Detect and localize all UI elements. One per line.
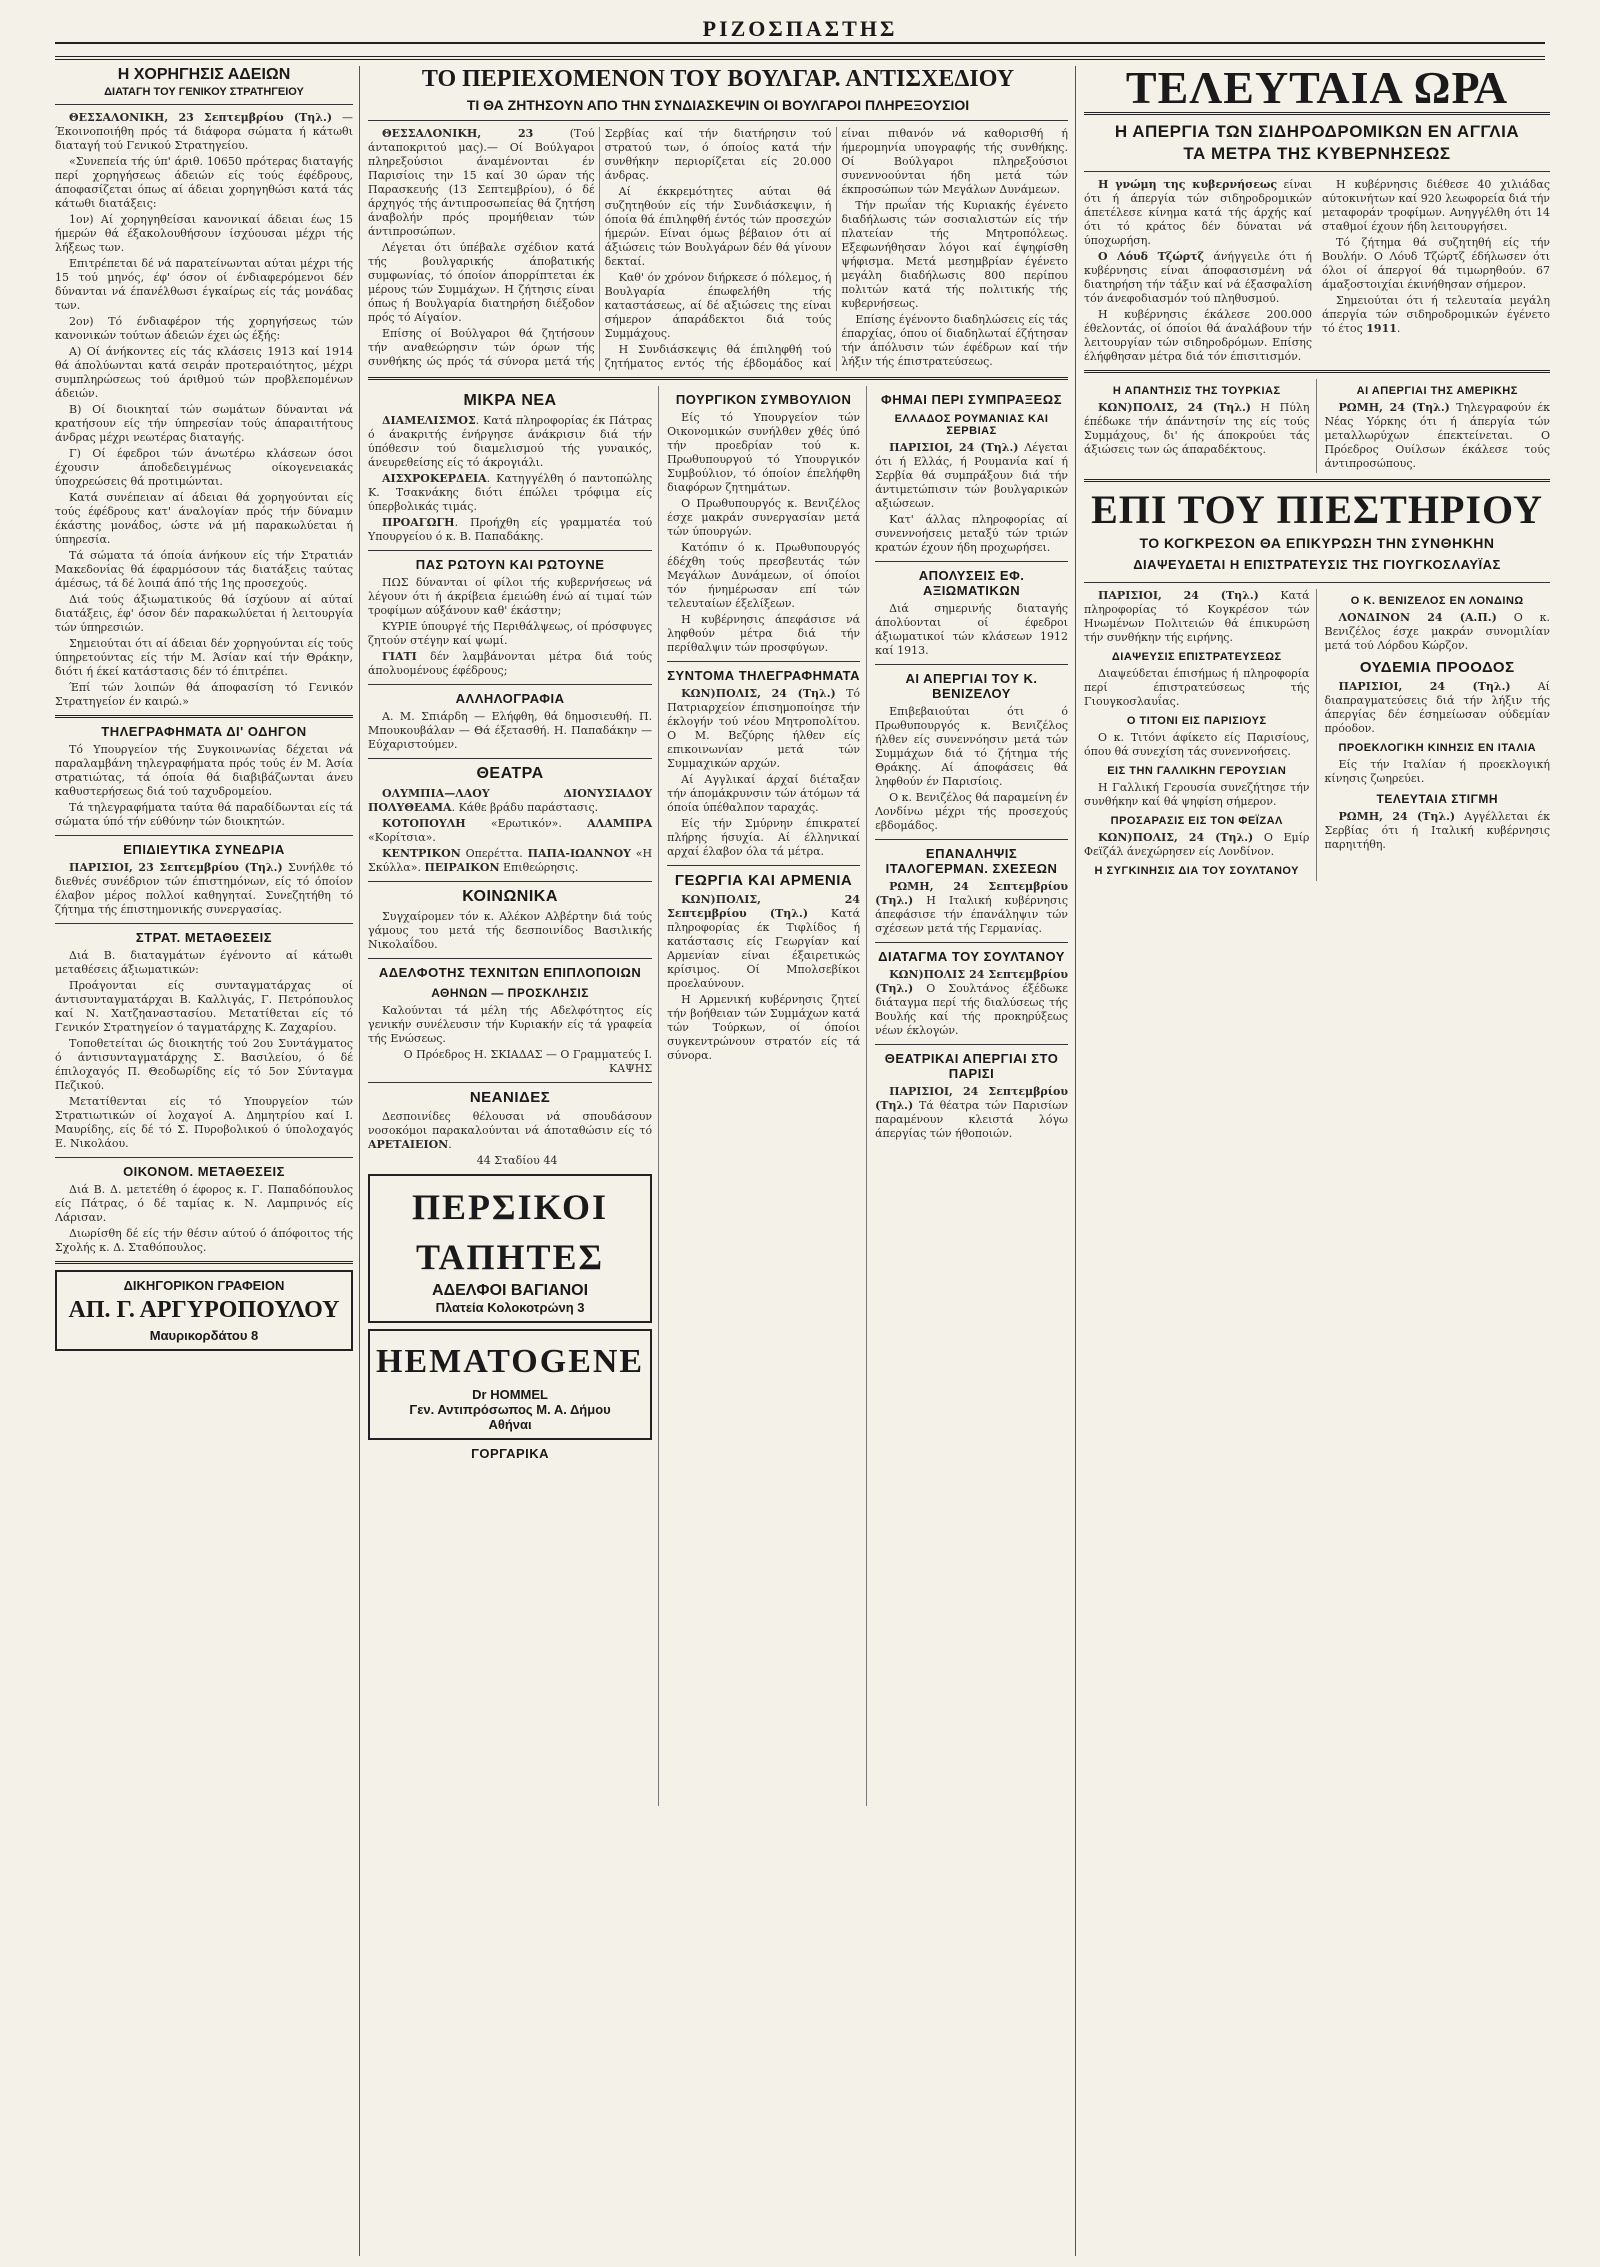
divider <box>875 561 1068 562</box>
lorries-count: 40 <box>1477 178 1492 191</box>
newspaper-name: ΡΙΖΟΣΠΑΣΤΗΣ <box>693 16 908 42</box>
cyprus-title: ΠΟΥΡΓΙΚΟΝ ΣΥΜΒΟΥΛΙΟΝ <box>675 391 852 407</box>
divider <box>55 923 353 924</box>
center-subheadline: ΤΙ ΘΑ ΖΗΤΗΣΟΥΝ ΑΠΟ ΤΗΝ ΣΥΝΔΙΑΣΚΕΨΙΝ ΟΙ ΒΟΥΛΓΑΡΟΙ ΠΛΗΡΕΞΟΥΣΙΟΙ <box>466 97 970 114</box>
rogues-body: ΠΩΣ δύνανται οί φίλοι τής κυβερνήσεως νά λέγουν ότι ή άκρίβεια έμειώθη ένώ αί τιμαί τών τροφίμων αύξάνουν καθ' έκάστην; ΚΥΡΙΕ ύπουργέ τής Περιθάλψεως, οί πρόσφυγες ζητούν στέγην καί ψωμί. ΓΙΑΤΙ δέν λαμβάνονται μέτρα διά τούς άπολυομένους έφέδρους; <box>368 575 653 677</box>
faisal-dateline: ΚΩΝ)ΠΟΛΙΣ, 24 (Τηλ.) <box>1098 831 1254 844</box>
tele-title: ΤΗΛΕΓΡΑΦΗΜΑΤΑ ΔΙ' ΟΔΗΓΟΝ <box>101 723 307 739</box>
masthead <box>55 16 1545 60</box>
press-lead: ΠΑΡΙΣΙΟΙ, 24 (Τηλ.) Κατά πληροφορίας τό Κογκρέσον τών Ηνωμένων Πολιτειών θά έπικυρώση τήν συνθήκην τής ειρήνης. <box>1084 589 1310 644</box>
press-sub1: ΤΟ ΚΟΓΚΡΕΣΟΝ ΘΑ ΕΠΙΚΥΡΩΣΗ ΤΗΝ ΣΥΝΘΗΚΗΝ <box>1139 535 1495 551</box>
sultan-title: ΔΙΑΤΑΓΜΑ ΤΟΥ ΣΟΥΛΤΑΝΟΥ <box>878 948 1065 964</box>
tele-body: Τό Υπουργείον τής Συγκοινωνίας δέχεται νά παραλαμβάνη τηλεγραφήματα πρός τούς έν Μ. Άσία στρατιώτας, τά όποία θά διαβιβάζωνται άνευ καθυστερήσεως διά τού ταχυδρομείου. Τά τηλεγραφήματα ταύτα θά παραδίδωνται είς τά σώματα ύπό τήν εύθύνην τών διοικητών. <box>55 742 353 828</box>
brothers-sub: ΑΘΗΝΩΝ — ΠΡΟΣΚΛΗΣΙΣ <box>431 985 589 1000</box>
divider <box>875 1044 1068 1045</box>
leave-dateline: ΘΕΣΣΑΛΟΝΙΚΗ, 23 Σεπτεμβρίου (Τηλ.) <box>69 110 333 124</box>
divider <box>368 958 652 959</box>
theatre-2: ΠΟΛΥΘΕΑΜΑ <box>368 800 452 814</box>
italy-moves-body: Είς τήν Ιταλίαν ή προεκλογική κίνησις ζωηρεύει. <box>1324 758 1550 785</box>
conf-body: ΠΑΡΙΣΙΟΙ, 23 Σεπτεμβρίου (Τηλ.) Συνήλθε τό διεθνές συνέδριον τών έπιστημόνων, είς τό όποίον έλαβον μέρος πολλοί καθηγηταί. Συνεζητήθη τό ζήτημα τής έπιστημονικής συνεργασίας. <box>55 860 353 916</box>
mikra-item-2: ΑΙΣΧΡΟΚΕΡΔΕΙΑ <box>382 471 487 485</box>
no-progress-title: ΟΥΔΕΜΙΑ ΠΡΟΟΔΟΣ <box>1359 659 1515 676</box>
gallic-title: ΕΙΣ ΤΗΝ ΓΑΛΛΙΚΗΝ ΓΕΡΟΥΣΙΑΝ <box>1107 765 1287 777</box>
center-lead-article: ΘΕΣΣΑΛΟΝΙΚΗ, 23 (Τού άνταποκριτού μας).— Οί Βούλγαροι πληρεξούσιοι άναμένονται έν Παρισίοις την 15 καί 30 ώραν τής Παρασκευής (13 Σεπτεμβρίου), ό δέ άρχηγός τής άντιπροσωπείας θά ζητήση άναβολήν πρός προμήθειαν τών άντιπροσώπων. Λέγεται ότι ύπέβαλε σχέδιον κατά τής βουλγαρικής άποβατικής συμφωνίας, τό όποίον άπορρίπτεται έκ μέρους τών Συμμάχων. Η ζήτησις είναι όπως ή Βουλγαρία διατηρήση διέξοδον πρός τό Αίγαίον. Επίσης οί Βούλγαροι θά ζητήσουν τήν αναθεώρησιν τών όρων τής συνθήκης ώς πρός τά σύνορα μετά τής Σερβίας καί τήν διατήρησιν τού στρατού των, ό όποίος κατά τήν συνθήκην περιορίζεται είς 20.000 άνδρας. Αί έκκρεμότητες αύται θά συζητηθούν είς τήν Συνδιάσκεψιν, ή όποία θά έπιληφθή έντός τών προσεχών ήμερών. Είναι όμως βέβαιον ότι αί άξιώσεις τών Βουλγάρων δέν θά γίνουν δεκταί. Καθ' όν χρόνον διήρκεσε ό πόλεμος, ή Βουλγαρία έπωφελήθη τής καταστάσεως, αί δέ αξιώσεις της είναι σήμερον άπαράδεκτοι διά τούς Συμμάχους. Η Συνδιάσκεψις θά έπιληφθή τού ζητήματος εντός τής έβδομάδος καί είναι πιθανόν νά καθορισθή ή ήμερομηνία υπογραφής τής συνθήκης. Οί Βούλγαροι πληρεξούσιοι συνεννοούνται ήδη μετά τών έκπροσώπων τών Μεγάλων Δυνάμεων. Τήν πρωΐαν τής Κυριακής έγένετο διαδήλωσις τών σοσιαλιστών είς τήν πλατείαν τής Μητροπόλεως. Εξεφωνήθησαν λόγοι καί έψηφίσθη ψήφισμα. Μετά μεσημβρίαν έγένετο μεγάλη διαδήλωσις 800 περίπου πολιτών κατά τής πολιτικής τής κυβερνήσεως. Επίσης έγένοντο διαδηλώσεις είς τάς έπαρχίας, όπου οί διαδηλωταί έζήτησαν τήν άπόλυσιν τών έφέδρων καί τήν λήξιν τής έπιστρατεύσεως. <box>368 126 1068 370</box>
divider <box>1084 582 1550 583</box>
brothers-sign: Ο Πρόεδρος Η. ΣΚΙΑΔΑΣ — Ο Γραμματεύς Ι. ΚΑΨΗΣ <box>403 1047 653 1075</box>
theatre-3: ΚΟΤΟΠΟΥΛΗ <box>382 816 466 830</box>
officers-title: ΑΠΟΛΥΣΕΙΣ ΕΦ. ΑΞΙΩΜΑΤΙΚΩΝ <box>918 567 1025 598</box>
sultan-dateline: ΚΩΝ)ΠΟΛΙΣ 24 Σεπτεμβρίου (Τηλ.) <box>875 967 1068 995</box>
law-office-title: ΔΙΚΗΓΟΡΙΚΟΝ ΓΡΑΦΕΙΟΝ <box>123 1277 285 1293</box>
right-wire-row <box>1084 379 1550 473</box>
divider <box>1084 171 1550 172</box>
theatre-1: ΟΛΥΜΠΙΑ—ΛΑΟΥ ΔΙΟΝΥΣΙΑΔΟΥ <box>382 786 653 800</box>
last-hour-sub1: Η ΑΠΕΡΓΙΑ ΤΩΝ ΣΙΔΗΡΟΔΡΟΜΙΚΩΝ ΕΝ ΑΓΓΛΙΑ <box>1114 122 1520 141</box>
theatre-6: ΠΑΠΑ-ΙΩΑΝΝΟΥ <box>527 846 632 860</box>
sultan-body: ΚΩΝ)ΠΟΛΙΣ 24 Σεπτεμβρίου (Τηλ.) Ο Σουλτάνος έξέδωκε διάταγμα περί τής διαλύσεως τής Βουλής καί τής προκηρύξεως νέων έκλογών. <box>875 967 1068 1037</box>
hematogene-city: Αθήναι <box>488 1416 532 1432</box>
telegr-dateline: ΚΩΝ)ΠΟΛΙΣ, 24 (Τηλ.) <box>681 686 836 700</box>
london-dateline: ΛΟΝΔΙΝΟΝ 24 (Α.Π.) <box>1338 611 1497 624</box>
italy-dateline: ΡΩΜΗ, 24 Σεπτεμβρίου (Τηλ.) <box>875 879 1068 907</box>
faisal-title: ΠΡΟΣΑΡΑΣΙΣ ΕΙΣ ΤΟΝ ΦΕΪΖΑΛ <box>1110 815 1283 827</box>
usa-dateline: ΡΩΜΗ, 24 (Τηλ.) <box>1338 401 1450 414</box>
divider <box>667 865 860 866</box>
georgia-body: ΚΩΝ)ΠΟΛΙΣ, 24 Σεπτεμβρίου (Τηλ.) Κατά πληροφορίας έκ Τιφλίδος ή κατάστασις είς Γεωργίαν καί Αρμενίαν είναι έξαιρετικώς κρίσιμος. Οί Μπολσεβίκοι προελαύνουν. Η Αρμενική κυβέρνησις ζητεί τήν βοήθειαν τών Συμμάχων κατά τών Τούρκων, οί όποίοι συγκεντρώνουν στρατόν είς τά σύνορα. <box>667 892 861 1062</box>
leave-grants-title: Η ΧΟΡΗΓΗΣΙΣ ΑΔΕΙΩΝ <box>117 66 291 83</box>
right-column <box>1075 66 1550 2256</box>
rumours-sub: ΕΛΛΑΔΟΣ ΡΟΥΜΑΝΙΑΣ ΚΑΙ ΣΕΡΒΙΑΣ <box>894 412 1049 437</box>
theatre-body: ΟΛΥΜΠΙΑ—ΛΑΟΥ ΔΙΟΝΥΣΙΑΔΟΥ ΠΟΛΥΘΕΑΜΑ. Κάθε βράδυ παράστασις. ΚΟΤΟΠΟΥΛΗ «Ερωτικόν». ΑΛΑΜΠΡΑ «Κορίτσια». ΚΕΝΤΡΙΚΟΝ Οπερέττα. ΠΑΠΑ-ΙΩΑΝΝΟΥ «Η Σκύλλα». ΠΕΙΡΑΙΚΟΝ Επιθεώρησις. <box>368 786 653 874</box>
venizelos-title: ΑΙ ΑΠΕΡΓΙΑΙ ΤΟΥ Κ. ΒΕΝΙΖΕΛΟΥ <box>905 670 1038 701</box>
left-column <box>55 66 360 2256</box>
divider <box>55 1157 353 1158</box>
divider <box>368 377 1068 380</box>
epistr-title: ΔΙΑΨΕΥΣΙΣ ΕΠΙΣΤΡΑΤΕΥΣΕΩΣ <box>1111 651 1282 663</box>
gallic-body: Η Γαλλική Γερουσία συνεζήτησε τήν συνθήκην καί θά ψηφίση σήμερον. <box>1084 781 1310 808</box>
theatre-strike-title: ΘΕΑΤΡΙΚΑΙ ΑΠΕΡΓΙΑΙ ΣΤΟ ΠΑΡΙΣΙ <box>884 1050 1059 1081</box>
venizel-title: Ο Κ. ΒΕΝΙΖΕΛΟΣ ΕΝ ΛΟΝΔΙΝΩ <box>1350 595 1524 607</box>
sultan-guard-title: Η ΣΥΓΚΙΝΗΣΙΣ ΔΙΑ ΤΟΥ ΣΟΥΛΤΑΝΟΥ <box>1094 865 1299 877</box>
divider <box>667 661 860 662</box>
italy-moves-title: ΠΡΟΕΚΛΟΓΙΚΗ ΚΙΝΗΣΙΣ ΕΝ ΙΤΑΛΙΑ <box>1338 742 1537 754</box>
turkey-dateline: ΚΩΝ)ΠΟΛΙΣ, 24 (Τηλ.) <box>1098 401 1252 414</box>
depot-count: 14 <box>1536 206 1550 219</box>
divider <box>368 1082 652 1083</box>
turkey-title: Η ΑΠΑΝΤΗΣΙΣ ΤΗΣ ΤΟΥΡΚΙΑΣ <box>1112 385 1281 397</box>
girls-title: ΝΕΑΝΙΔΕΣ <box>469 1088 551 1106</box>
center-subcol-mid <box>667 386 867 1806</box>
tittoni-title: Ο ΤΙΤΟΝΙ ΕΙΣ ΠΑΡΙΣΙΟΥΣ <box>1126 715 1267 727</box>
theatre-strike-dateline: ΠΑΡΙΣΙΟΙ, 24 Σεπτεμβρίου (Τηλ.) <box>875 1084 1068 1112</box>
leave-grants-body: ΘΕΣΣΑΛΟΝΙΚΗ, 23 Σεπτεμβρίου (Τηλ.) — Έκοινοποιήθη πρός τά διάφορα σώματα ή κάτωθι διαταγή τού Γενικού Στρατηγείου. «Συνεπεία τής ύπ' άριθ. 10650 πρότερας διαταγής περί χορηγήσεως άδειών είς τούς έφέδρους, άποφασίζεται όπως αί άδειαι χορηγηθώσι κατά τάς κάτωθι διατάξεις: 1ον) Αί χορηγηθείσαι κανονικαί άδειαι έως 15 ήμερών θά έξακολουθήσουν ίσχύουσαι μέχρι τής λήξεως των. Επιτρέπεται δέ νά παρατείνωνται αύται μέχρι τής 15 τού μηνός, έφ' όσον οί ένδιαφερόμενοι δέν δύνανται νά έπανέλθωσι έγκαίρως είς τάς μονάδας των. 2ον) Τό ένδιαφέρον τής χορηγήσεως τών κανονικών τούτων άδειών έχει ώς έξής: Α) Οί άνήκοντες είς τάς κλάσεις 1913 καί 1914 θά άπολύωνται κατά σειράν προτεραιότητος, μέχρι συμπληρώσεως τού άριθμού τών προβλεπομένων άδειών. Β) Οί διοικηταί τών σωμάτων δύνανται νά κρατήσουν είς τήν ύπηρεσίαν τούς άπαραιτήτους άνδρας μέχρι νεωτέρας διαταγής. Γ) Οί έφεδροι τών άνωτέρω κλάσεων όσοι έχουσιν άποδεδειγμένως οίκογενειακάς ύποχρεώσεις θά προτιμώνται. Κατά συνέπειαν αί άδειαι θά χορηγούνται είς τούς έφέδρους κατ' άναλογίαν πρός τήν δύναμιν έκάστης μονάδος, ώστε νά μή παρακωλύεται ή ύπηρεσία. Τά σώματα τά όποία άνήκουν είς τήν Στρατιάν Μακεδονίας θά έφαρμόσουν τάς διατάξεις ταύτας άμέσως, τά δέ λοιπά άπό τής 1ης προσεχούς. Διά τούς άξιωματικούς θά ίσχύουν αί αύταί διατάξεις, έφ' όσον δέν παρακωλύεται ή λειτουργία τών ύπηρεσιών. Σημειούται ότι αί άδειαι δέν χορηγούνται είς τούς ύπηρετούντας είς τήν Μ. Άσίαν καί τήν Θράκην, διότι ή έκεί κατάστασις δέν τό έπιτρέπει. Έπί τών λοιπών θά άποφασίση τό Γενικόν Στρατηγείον έν καιρώ.» <box>55 110 354 708</box>
divider <box>875 664 1068 665</box>
venizel-body: ΛΟΝΔΙΝΟΝ 24 (Α.Π.) Ο κ. Βενιζέλος έσχε μακράν συνομιλίαν μετά τού Λόρδου Κώρζον. <box>1324 611 1550 652</box>
press-dateline: ΠΑΡΙΣΙΟΙ, 24 (Τηλ.) <box>1098 589 1259 602</box>
press-col-left <box>1084 589 1317 881</box>
divider <box>55 715 353 718</box>
usa-title: ΑΙ ΑΠΕΡΓΙΑΙ ΤΗΣ ΑΜΕΡΙΚΗΣ <box>1356 385 1518 397</box>
why-label: ΓΙΑΤΙ <box>382 649 417 663</box>
divider <box>55 1261 353 1264</box>
allelo-body: Α. Μ. Σπιάρδη — Ελήφθη, θά δημοσιευθή. Π. Μπουκουβάλαν — Θά έξετασθή. Η. Παπαδάκην — Εύχαριστούμεν. <box>368 709 653 751</box>
tittoni-body: Ο κ. Τιτόνι άφίκετο είς Παρισίους, όπου θά συνεχίση τάς συνεννοήσεις. <box>1084 731 1310 758</box>
hematogene-sub: Dr HOMMEL <box>472 1386 548 1402</box>
divider <box>875 942 1068 943</box>
strike-year: 1911 <box>1366 322 1397 335</box>
press-columns <box>1084 589 1550 881</box>
epistr-body: Διαψεύδεται έπισήμως ή πληροφορία περί έπιστρατεύσεως τής Γιουγκοσλαυΐας. <box>1084 667 1310 708</box>
officers-body: Διά σημερινής διαταγής άπολύονται οί έφεδροι άξιωματικοί τών κλάσεων 1912 καί 1913. <box>875 601 1068 657</box>
rogues-title: ΠΑΣ ΡΩΤΟΥΝ ΚΑΙ ΡΩΤΟΥΝΕ <box>415 556 605 572</box>
last-hour-note: Η γνώμη της κυβερνήσεως <box>1098 178 1278 191</box>
turkey-body: ΚΩΝ)ΠΟΛΙΣ, 24 (Τηλ.) Η Πύλη έπέδωκε τήν άπάντησίν της είς τούς Συμμάχους, δι' ής άποκρούει τάς άξιώσεις των ώς άπαραδέκτους. <box>1084 401 1310 456</box>
mil-title: ΣΤΡΑΤ. ΜΕΤΑΘΕΣΕΙΣ <box>135 929 273 945</box>
girls-school: ΑΡΕΤΑΙΕΙΟΝ <box>368 1137 449 1151</box>
georgia-title: ΓΕΩΡΓΙΑ ΚΑΙ ΑΡΜΕΝΙΑ <box>674 871 853 889</box>
center-subcol-left <box>368 386 659 1806</box>
press-headline: ΕΠΙ ΤΟΥ ΠΙΕΣΤΗΡΙΟΥ <box>1091 487 1543 532</box>
center-subcol-right <box>875 386 1068 1806</box>
last-hour-sub2: ΤΑ ΜΕΤΡΑ ΤΗΣ ΚΥΒΕΡΝΗΣΕΩΣ <box>1183 144 1451 163</box>
turkey-answer <box>1084 379 1317 473</box>
law-office-ad <box>55 1270 353 1351</box>
brothers-body: Καλούνται τά μέλη τής Αδελφότητος είς γενικήν συνέλευσιν τήν Κυριακήν είς τά γραφεία τής Ενώσεως. Ο Πρόεδρος Η. ΣΚΙΑΔΑΣ — Ο Γραμματεύς Ι. ΚΑΨΗΣ <box>368 1003 653 1075</box>
venizelos-body: Επιβεβαιούται ότι ό Πρωθυπουργός κ. Βενιζέλος ήλθεν είς συνεννόησιν μετά τών Συμμάχων διά τό ζήτημα τής Θράκης. Αί άποφάσεις θά ληφθούν έν Παρισίοις. Ο κ. Βενιζέλος θά παραμείνη έν Λονδίνω μέχρι τής προσεχούς εβδομάδος. <box>875 704 1068 832</box>
theatre-5: ΚΕΝΤΡΙΚΟΝ <box>382 846 461 860</box>
theatre-title: ΘΕΑΤΡΑ <box>476 764 544 782</box>
last-hour-body: Η γνώμη της κυβερνήσεως είναι ότι ή άπεργία τών σιδηροδρομικών άπετέλεσε κίνημα κατά τής άρχής καί ότι τό κράτος δέν δύναται νά ύποχωρήση. Ο Λόυδ Τζώρτζ άνήγγειλε ότι ή κυβέρνησις είναι άποφασισμένη νά διατηρήση τήν τάξιν καί νά έξασφαλίση τόν άνεφοδιασμόν τού πληθυσμού. Η κυβέρνησις έκάλεσε 200.000 έθελοντάς, οί όποίοι θά άναλάβουν τήν λειτουργίαν τών σιδηροδρόμων. Επίσης έλήφθησαν μέτρα διά τόν έπισιτισμόν. Η κυβέρνησις διέθεσε 40 χιλιάδας αύτοκινήτων καί 920 λεωφορεία διά τήν μεταφοράν τροφίμων. Ανηγγέλθη ότι 14 σταθμοί έχουν ήδη λειτουργήσει. Τό ζήτημα θά συζητηθή είς τήν Βουλήν. Ο Λόυδ Τζώρτζ έδήλωσεν ότι όλοι οί άπεργοί θά τιμωρηθούν. 67 άμαξοστοιχίαι έκινήθησαν σήμερον. Σημειούται ότι ή τελευταία μεγάλη άπεργία τών σιδηροδρομικών έγένετο τό έτος 1911. <box>1084 178 1550 363</box>
theatre-7: ΠΕΙΡΑΙΚΟΝ <box>424 860 500 874</box>
press-col-right <box>1325 589 1551 881</box>
divider <box>1084 479 1550 482</box>
divider <box>368 758 652 759</box>
train-count: 67 <box>1536 264 1550 277</box>
rome-dateline: ΡΩΜΗ, 24 (Τηλ.) <box>1338 810 1456 823</box>
rumours-body: ΠΑΡΙΣΙΟΙ, 24 (Τηλ.) Λέγεται ότι ή Ελλάς, ή Ρουμανία καί ή Σερβία θά συμπράξουν διά τήν άντιμετώπισιν τών βουλγαρικών αξιώσεων. Κατ' άλλας πληροφορίας αί συνεννοήσεις μεταξύ τών τριών κρατών έχουν ήδη προχωρήσει. <box>875 440 1068 554</box>
mikra-body: ΔΙΑΜΕΛΙΣΜΟΣ. Κατά πληροφορίας έκ Πάτρας ό άνακριτής ένήργησε άνάκρισιν διά τήν ύπόθεσιν τού διαμελισμού τής γυναικός, άνευρεθείσης είς τό άκρογιάλι. ΑΙΣΧΡΟΚΕΡΔΕΙΑ. Κατηγγέλθη ό παντοπώλης Κ. Τσακνάκης διότι έπώλει τρόφιμα είς ύπερβολικάς τιμάς. ΠΡΟΑΓΩΓΗ. Προήχθη είς γραμματέα τού Υπουργείου ό κ. Β. Παπαδάκης. <box>368 413 653 543</box>
volunteer-count: 920 <box>1420 192 1442 205</box>
lloyd-name: Ο Λόυδ Τζώρτζ <box>1098 250 1205 263</box>
center-lower <box>368 386 1068 1806</box>
italy-title: ΕΠΑΝΑΛΗΨΙΣ ΙΤΑΛΟΓΕΡΜΑΝ. ΣΧΕΣΕΩΝ <box>885 845 1058 876</box>
telegr-title: ΣΥΝΤΟΜΑ ΤΗΛΕΓΡΑΦΗΜΑΤΑ <box>667 667 860 683</box>
divider <box>55 104 353 105</box>
law-office-address: Μαυρικορδάτου 8 <box>149 1327 259 1343</box>
leave-grants-subtitle: ΔΙΑΤΑΓΗ ΤΟΥ ΓΕΝΙΚΟΥ ΣΤΡΑΤΗΓΕΙΟΥ <box>104 85 304 98</box>
divider <box>368 550 652 551</box>
theatre-strike-body: ΠΑΡΙΣΙΟΙ, 24 Σεπτεμβρίου (Τηλ.) Τά θέατρα τών Παρισίων παραμένουν κλειστά λόγω άπεργίας τών ήθοποιών. <box>875 1084 1068 1140</box>
usa-body: ΡΩΜΗ, 24 (Τηλ.) Τηλεγραφούν έκ Νέας Υόρκης ότι ή άπεργία τών μεταλλωρύχων έπεκτείνεται. Ο Πρόεδρος Ουίλσων έκάλεσε τούς άντιπροσώπους. <box>1324 401 1550 470</box>
divider <box>55 835 353 836</box>
divider <box>368 881 652 882</box>
mil-body: Διά Β. διαταγμάτων έγένοντο αί κάτωθι μεταθέσεις άξιωματικών: Προάγονται είς συνταγματάρχας οί άντισυνταγματάρχαι Β. Καλλιγάς, Γ. Πετρόπουλος καί Ν. Χατζηαναστασίου. Μετατίθεται είς τό Γενικόν Στρατηγείον ό ταγματάρχης Κ. Ζαχαρίου. Τοποθετείται ώς διοικητής τού 2ου Συντάγματος ό άντισυνταγματάρχης Σ. Βασιλείου, ό δέ έπιλοχαγός Π. Θεοδωρίδης είς τό 5ον Σύνταγμα Πεζικού. Μετατίθενται είς τό Υπουργείον τών Στρατιωτικών οί λοχαγοί Α. Δημητρίου καί Ι. Μαυρίδης, είς δέ τό Σ. Πυροβολικού ό ύπολοχαγός Ε. Νικολάου. <box>55 948 353 1150</box>
telegr-body: ΚΩΝ)ΠΟΛΙΣ, 24 (Τηλ.) Τό Πατριαρχείον έπισημοποίησε τήν έκλογήν τού νέου Μητροπολίτου. Ο Μ. Βεζύρης ήλθεν είς επικοινωνίαν μετά τών Συμμαχικών αρχών. Αί Αγγλικαί άρχαί διέταξαν τήν άπομάκρυνσιν τών άτόμων τά όποία ύπέθαλπον ταραχάς. Είς τήν Σμύρνην έπικρατεί πλήρης ήσυχία. Αί έλληνικαί αρχαί έλαβον όλα τά μέτρα. <box>667 686 861 858</box>
no-progress-body: ΠΑΡΙΣΙΟΙ, 24 (Τηλ.) Αί διαπραγματεύσεις διά τήν λήξιν τής άπεργίας δέν έσημείωσαν ούδεμίαν πρόοδον. <box>1324 680 1550 735</box>
law-office-name: ΑΠ. Γ. ΑΡΓΥΡΟΠΟΥΛΟΥ <box>68 1296 340 1323</box>
center-headline: ΤΟ ΠΕΡΙΕΧΟΜΕΝΟΝ ΤΟΥ ΒΟΥΛΓΑΡ. ΑΝΤΙΣΧΕΔΙΟΥ <box>421 66 1015 92</box>
mikra-title: ΜΙΚΡΑ ΝΕΑ <box>463 391 557 409</box>
persian-carpets-sub: ΑΔΕΛΦΟΙ ΒΑΓΙΑΝΟΙ <box>432 1281 589 1299</box>
hematogene-ad <box>368 1329 652 1440</box>
gorgona-title: ΓΟΡΓΑΡΙΚΑ <box>471 1445 550 1461</box>
hematogene-title: HEMATOGENE <box>376 1342 645 1380</box>
divider <box>368 120 1068 121</box>
divider <box>1084 370 1550 373</box>
faisal-body: ΚΩΝ)ΠΟΛΙΣ, 24 (Τηλ.) Ο Εμίρ Φεϊζάλ άνεχώρησεν είς Λονδίνον. <box>1084 831 1310 858</box>
press-sub2: ΔΙΑΨΕΥΔΕΤΑΙ Η ΕΠΙΣΤΡΑΤΕΥΣΙΣ ΤΗΣ ΓΙΟΥΓΚΟΣΛΑΥΪΑΣ <box>1133 557 1501 572</box>
theatre-4: ΑΛΑΜΠΡΑ <box>587 816 653 830</box>
usa-strikes <box>1325 379 1551 473</box>
georgia-dateline: ΚΩΝ)ΠΟΛΙΣ, 24 Σεπτεμβρίου (Τηλ.) <box>667 892 861 920</box>
econ-body: Διά Β. Δ. μετετέθη ό έφορος κ. Γ. Παπαδόπουλος είς Πάτρας, ό δέ ταμίας κ. Ν. Λαμπρινός είς Λάρισαν. Διωρίσθη δέ είς τήν θέσιν αύτού ό άπόφοιτος τής Σχολής κ. Δ. Σταθόπουλος. <box>55 1182 353 1254</box>
last-moment-body: ΡΩΜΗ, 24 (Τηλ.) Αγγέλλεται έκ Σερβίας ότι ή Ιταλική κυβέρνησις παρηιτήθη. <box>1324 810 1550 851</box>
divider <box>368 684 652 685</box>
persian-carpets-title: ΠΕΡΣΙΚΟΙ ΤΑΠΗΤΕΣ <box>412 1186 609 1277</box>
social-body: Συγχαίρομεν τόν κ. Αλέκον Αλβέρτην διά τούς γάμους του μετά τής δεσποινίδος Βασιλικής Νικολαΐδου. <box>368 909 653 951</box>
brothers-title: ΑΔΕΛΦΟΤΗΣ ΤΕΧΝΙΤΩΝ ΕΠΙΠΛΟΠΟΙΩΝ <box>378 964 642 980</box>
allelo-title: ΑΛΛΗΛΟΓΡΑΦΙΑ <box>455 690 565 706</box>
social-title: ΚΟΙΝΩΝΙΚΑ <box>462 887 558 905</box>
italy-body: ΡΩΜΗ, 24 Σεπτεμβρίου (Τηλ.) Η Ιταλική κυβέρνησις άπεφάσισε τήν έπανάληψιν τών σχέσεων μετά τής Γερμανίας. <box>875 879 1068 935</box>
conf-title: ΕΠΙΔΙΕΥΤΙΚΑ ΣΥΝΕΔΡΙΑ <box>123 841 285 857</box>
econ-title: ΟΙΚΟΝΟΜ. ΜΕΤΑΘΕΣΕΙΣ <box>123 1163 285 1179</box>
mikra-item-3: ΠΡΟΑΓΩΓΗ <box>382 515 455 529</box>
paris2-dateline: ΠΑΡΙΣΙΟΙ, 24 (Τηλ.) <box>1338 680 1511 693</box>
hematogene-dealer: Γεν. Αντιπρόσωπος Μ. Α. Δήμου <box>409 1401 611 1417</box>
persian-carpets-ad <box>368 1174 652 1323</box>
masthead-rule <box>55 42 1545 44</box>
center-columns <box>368 66 1068 2256</box>
center-lead-dateline: ΘΕΣΣΑΛΟΝΙΚΗ, 23 <box>382 126 534 140</box>
conf-dateline: ΠΑΡΙΣΙΟΙ, 23 Σεπτεμβρίου (Τηλ.) <box>69 860 283 874</box>
last-moment-title: ΤΕΛΕΥΤΑΙΑ ΣΤΙΓΜΗ <box>1376 792 1499 806</box>
rumours-dateline: ΠΑΡΙΣΙΟΙ, 24 (Τηλ.) <box>889 440 1019 454</box>
mikra-item-1: ΔΙΑΜΕΛΙΣΜΟΣ <box>382 413 476 427</box>
rumours-title: ΦΗΜΑΙ ΠΕΡΙ ΣΥΜΠΡΑΞΕΩΣ <box>881 391 1063 407</box>
girls-body: Δεσποινίδες θέλουσαι νά σπουδάσουν νοσοκόμοι παρακαλούνται νά άποταθώσιν είς τό ΑΡΕΤΑΙΕΙΟΝ. 44 Σταδίου 44 <box>368 1109 653 1167</box>
last-hour-banner: ΤΕΛΕΥΤΑΙΑ ΩΡΑ <box>1084 66 1550 115</box>
divider <box>875 839 1068 840</box>
persian-carpets-addr: Πλατεία Κολοκοτρώνη 3 <box>435 1299 585 1315</box>
girls-addr: 44 Σταδίου 44 <box>476 1153 558 1167</box>
cyprus-body: Είς τό Υπουργείον τών Οικονομικών συνήλθεν χθές ύπό τήν προεδρίαν τού κ. Πρωθυπουργού τό Υπουργικόν Συμβούλιον, τό όποίον έπελήφθη διαφόρων ζητημάτων. Ο Πρωθυπουργός κ. Βενιζέλος έσχε μακράν συνεργασίαν μετά τών ύπουργών. Κατόπιν ό κ. Πρωθυπουργός έδέχθη τούς πρεσβευτάς τών Μεγάλων Δυνάμεων, οί όποίοι τόν ήνημέρωσαν επί τών τελευταίων έξελίξεων. Η κυβέρνησις άπεφάσισε νά ληφθούν μέτρα διά τήν περίθαλψιν τών προσφύγων. <box>667 410 861 654</box>
